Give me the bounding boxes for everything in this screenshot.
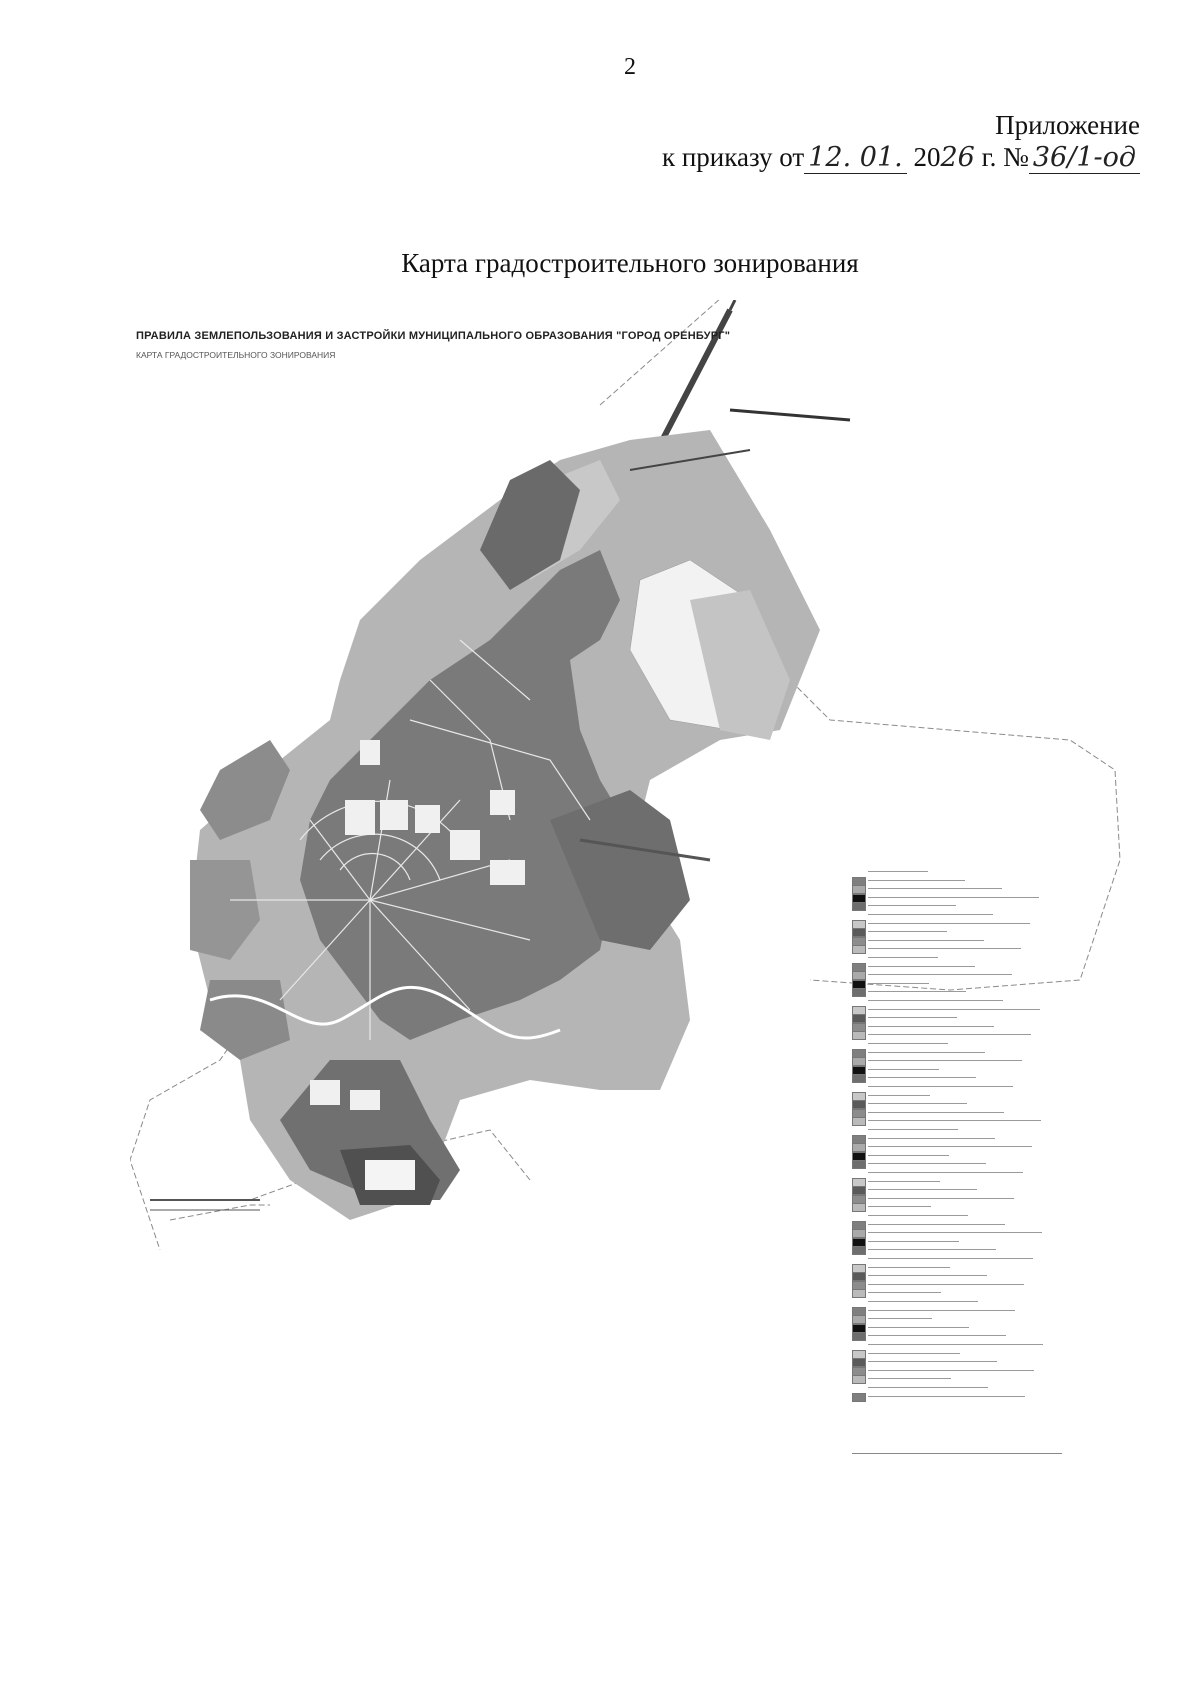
legend-item: [852, 1281, 1052, 1288]
legend-item: [852, 971, 1052, 978]
legend-text-line: [868, 1112, 1004, 1113]
boundary-line: [170, 1205, 270, 1220]
legend-text-line: [868, 1034, 1031, 1035]
legend-text-line: [868, 1215, 968, 1216]
legend-item: [852, 1057, 1052, 1064]
legend-text-line: [868, 966, 975, 967]
legend-text-line: [868, 931, 947, 932]
document-title: Карта градостроительного зонирования: [401, 248, 859, 278]
legend-text-line: [868, 1198, 1014, 1199]
legend-text-line: [868, 974, 1012, 975]
legend-item: [852, 1135, 1052, 1142]
legend-text-line: [868, 1378, 951, 1379]
legend-text-line: [868, 1026, 994, 1027]
legend-text-line: [868, 1275, 987, 1276]
legend-text-line: [868, 1292, 941, 1293]
legend-item: [852, 868, 1052, 875]
legend-item: [852, 1178, 1052, 1185]
legend-text-line: [868, 1000, 1003, 1001]
legend-text-line: [868, 1155, 949, 1156]
appendix-title: Приложение: [995, 110, 1140, 140]
legend-item: [852, 988, 1052, 995]
legend-item: [852, 1160, 1052, 1167]
legend-swatch: [852, 1393, 866, 1402]
legend-item: [852, 1307, 1052, 1314]
legend-item: [852, 1298, 1052, 1305]
legend-text-line: [868, 1129, 958, 1130]
legend-text-line: [868, 1249, 996, 1250]
legend-text-line: [868, 923, 1030, 924]
legend-item: [852, 1169, 1052, 1176]
order-year-hand: 26: [940, 142, 975, 173]
legend-item: [852, 980, 1052, 987]
legend-text-line: [868, 880, 965, 881]
legend-item: [852, 954, 1052, 961]
legend-text-line: [868, 1284, 1024, 1285]
legend-item: [852, 1117, 1052, 1124]
legend-text-line: [868, 940, 984, 941]
legend-text-line: [868, 1370, 1034, 1371]
legend-item: [852, 1006, 1052, 1013]
legend-text-line: [868, 1172, 1023, 1173]
legend-item: [852, 1049, 1052, 1056]
road: [730, 410, 850, 420]
legend-item: [852, 1109, 1052, 1116]
legend-text-line: [868, 1103, 967, 1104]
legend-text-line: [868, 1335, 1006, 1336]
legend-text-line: [868, 1181, 940, 1182]
legend-text-line: [868, 1224, 1005, 1225]
legend-text-line: [868, 914, 993, 915]
legend-text-line: [868, 1043, 948, 1044]
order-number: 36/1-од: [1029, 142, 1140, 174]
legend-item: [852, 920, 1052, 927]
legend-item: [852, 1186, 1052, 1193]
legend-item: [852, 1350, 1052, 1357]
legend-text-line: [868, 1241, 959, 1242]
legend-text-line: [868, 1009, 1040, 1010]
order-date: 12. 01.: [804, 142, 906, 174]
legend-item: [852, 1332, 1052, 1339]
legend-item: [852, 1367, 1052, 1374]
legend-item: [852, 1324, 1052, 1331]
scale-bar: [852, 1453, 1062, 1456]
legend-text-line: [868, 1267, 950, 1268]
legend-item: [852, 1126, 1052, 1133]
legend-item: [852, 1092, 1052, 1099]
legend-item: [852, 1289, 1052, 1296]
legend-text-line: [868, 1086, 1013, 1087]
legend-text-line: [868, 1052, 985, 1053]
legend-text-line: [868, 1095, 930, 1096]
legend-text-line: [868, 1361, 997, 1362]
legend-text-line: [868, 1327, 969, 1328]
map-title: ПРАВИЛА ЗЕМЛЕПОЛЬЗОВАНИЯ И ЗАСТРОЙКИ МУНИЦИПАЛЬНОГО ОБРАЗОВАНИЯ "ГОРОД ОРЕНБУРГ": [136, 330, 731, 342]
legend-item: [852, 928, 1052, 935]
legend-text-line: [868, 948, 1021, 949]
legend-text-line: [868, 1060, 1022, 1061]
legend-text-line: [868, 905, 956, 906]
legend-item: [852, 1375, 1052, 1382]
legend-item: [852, 1393, 1052, 1400]
legend-item: [852, 945, 1052, 952]
legend-text-line: [868, 1206, 931, 1207]
legend-text-line: [868, 1069, 939, 1070]
legend-item: [852, 877, 1052, 884]
legend-item: [852, 1203, 1052, 1210]
legend-text-line: [868, 983, 929, 984]
legend-text-line: [868, 1120, 1041, 1121]
legend-text-line: [868, 957, 938, 958]
legend-item: [852, 997, 1052, 1004]
legend-item: [852, 1040, 1052, 1047]
legend-item: [852, 1238, 1052, 1245]
legend-text-line: [868, 991, 966, 992]
legend-item: [852, 1014, 1052, 1021]
legend-item: [852, 894, 1052, 901]
legend-item: [852, 1246, 1052, 1253]
legend-item: [852, 1229, 1052, 1236]
legend-item: [852, 1384, 1052, 1391]
legend-item: [852, 1272, 1052, 1279]
legend-text-line: [868, 1017, 957, 1018]
legend-item: [852, 885, 1052, 892]
legend-item: [852, 1023, 1052, 1030]
order-line: [662, 142, 1140, 173]
legend-item: [852, 1066, 1052, 1073]
legend-text-line: [868, 1163, 986, 1164]
legend-item: [852, 1083, 1052, 1090]
legend-item: [852, 1264, 1052, 1271]
legend-item: [852, 1315, 1052, 1322]
legend-item: [852, 1341, 1052, 1348]
legend-item: [852, 1221, 1052, 1228]
order-year-suffix: г. №: [981, 142, 1029, 172]
legend-item: [852, 1195, 1052, 1202]
legend-text-line: [868, 897, 1039, 898]
legend-item: [852, 1074, 1052, 1081]
legend-text-line: [868, 871, 928, 872]
legend-item: [852, 937, 1052, 944]
order-prefix: к приказу от: [661, 142, 805, 172]
legend-text-line: [868, 1318, 932, 1319]
order-year-prefix: 20: [913, 142, 941, 172]
legend-text-line: [868, 1189, 977, 1190]
legend-text-line: [868, 888, 1002, 889]
legend-item: [852, 1358, 1052, 1365]
legend-text-line: [868, 1387, 988, 1388]
legend-item: [852, 911, 1052, 918]
page-number: 2: [624, 54, 636, 80]
legend-item: [852, 902, 1052, 909]
map-legend: [852, 868, 1062, 1428]
legend-text-line: [868, 1344, 1043, 1345]
zone-south-white: [365, 1160, 415, 1190]
legend-text-line: [868, 1258, 1033, 1259]
legend-item: [852, 1212, 1052, 1219]
legend-text-line: [868, 1396, 1025, 1397]
legend-item: [852, 1143, 1052, 1150]
legend-item: [852, 1255, 1052, 1262]
legend-item: [852, 1031, 1052, 1038]
legend-text-line: [868, 1146, 1032, 1147]
legend-item: [852, 963, 1052, 970]
map-subtitle: КАРТА ГРАДОСТРОИТЕЛЬНОГО ЗОНИРОВАНИЯ: [136, 350, 336, 360]
legend-text-line: [868, 1301, 978, 1302]
legend-text-line: [868, 1232, 1042, 1233]
legend-text-line: [868, 1353, 960, 1354]
legend-text-line: [868, 1077, 976, 1078]
legend-item: [852, 1100, 1052, 1107]
legend-text-line: [868, 1310, 1015, 1311]
legend-text-line: [868, 1138, 995, 1139]
legend-item: [852, 1152, 1052, 1159]
